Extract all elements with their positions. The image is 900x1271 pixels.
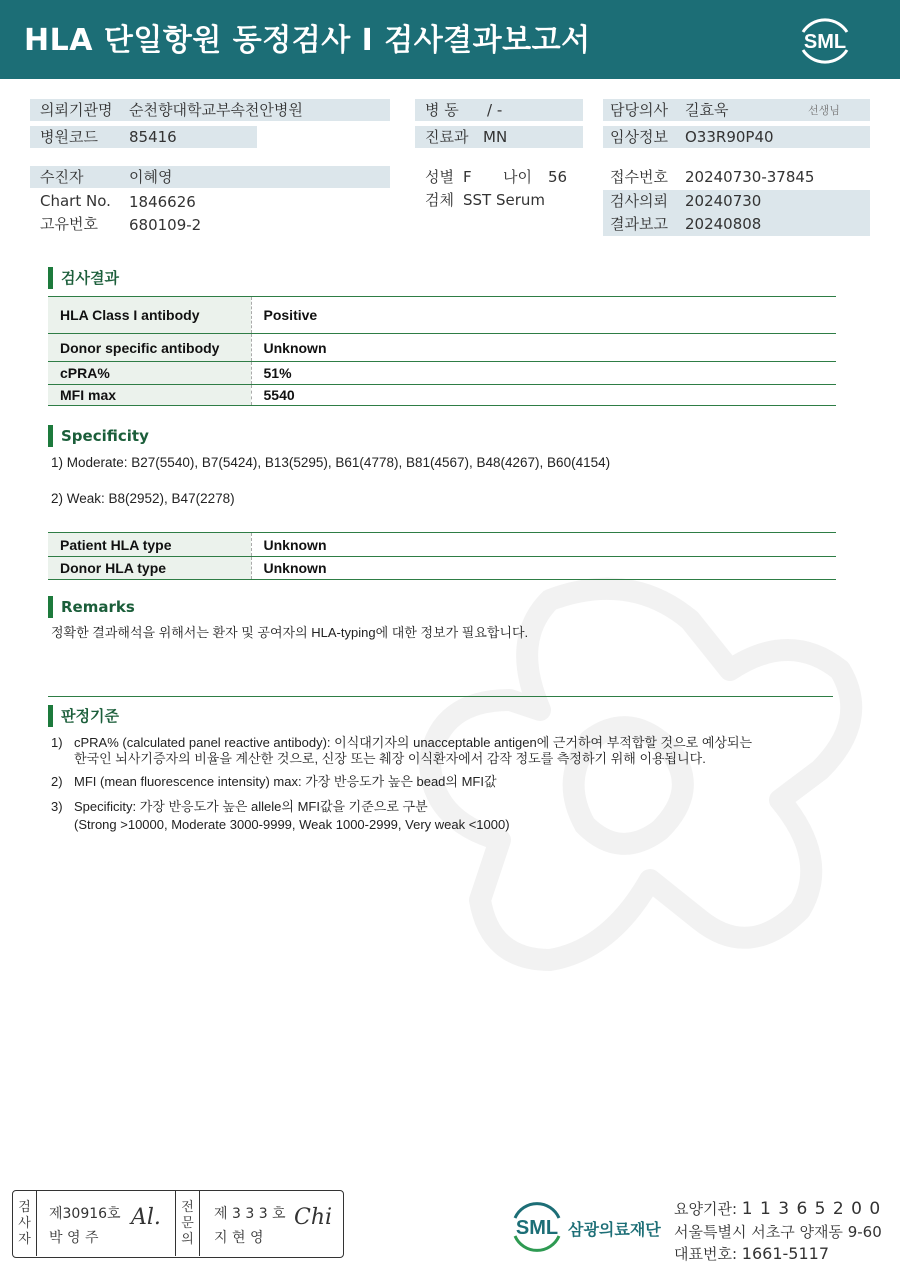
hla-type-table	[48, 532, 836, 580]
phone-info	[674, 1243, 829, 1264]
report-header	[0, 0, 900, 79]
result-key: cPRA%	[48, 362, 251, 385]
results-section-title: 검사결과	[48, 267, 119, 289]
logo-text: SML	[803, 31, 847, 53]
age-value: 56	[548, 168, 568, 186]
patient-value: 이혜영	[129, 168, 173, 186]
tester-label-char: 자	[18, 1232, 31, 1247]
ward-value: / -	[487, 101, 503, 119]
tester-label-char: 사	[18, 1216, 31, 1231]
table-row	[48, 297, 836, 334]
doctor-suffix: 선생님	[808, 104, 840, 117]
criteria-num: 1)	[51, 735, 63, 750]
remarks-section-title: Remarks	[48, 596, 135, 618]
criteria-num: 3)	[51, 799, 63, 814]
request-report-field	[603, 190, 870, 236]
table-row	[48, 557, 836, 580]
criteria-line: Specificity: 가장 반응도가 높은 allele의 MFI값을 기준으로 구분	[74, 799, 428, 814]
result-key: MFI max	[48, 385, 251, 406]
result-value: Unknown	[251, 334, 836, 362]
patient-label: 수진자	[40, 168, 84, 186]
doctor-value: 길효욱	[685, 101, 729, 119]
result-value: Positive	[251, 297, 836, 334]
table-row	[48, 362, 836, 385]
specialist-label-char: 전	[181, 1200, 194, 1215]
specialist-label-char: 문	[181, 1216, 194, 1231]
specificity-moderate: 1) Moderate: B27(5540), B7(5424), B13(5295), B61(4778), B81(4567), B48(4267), B60(4154)	[51, 455, 611, 470]
sex-value: F	[463, 168, 472, 186]
care-info	[674, 1198, 881, 1219]
footer-logo-text: SML	[515, 1217, 559, 1239]
hla-type-key: Donor HLA type	[48, 557, 251, 580]
institution-value: 순천향대학교부속천안병원	[129, 101, 303, 119]
clinical-label: 임상정보	[610, 128, 668, 146]
tester-signature: Al.	[131, 1205, 161, 1230]
result-key: Donor specific antibody	[48, 334, 251, 362]
department-label: 진료과	[425, 128, 469, 146]
tester-number: 제30916호	[49, 1206, 121, 1222]
specialist-label	[176, 1191, 200, 1256]
department-field	[415, 126, 583, 148]
criteria-line: 한국인 뇌사기증자의 비율을 계산한 것으로, 신장 또는 췌장 이식환자에서 감작 정도를 측정하기 위해 이용됩니다.	[74, 751, 706, 766]
doctor-field	[603, 99, 870, 121]
table-row	[48, 533, 836, 557]
hospital-code-field	[30, 126, 257, 148]
results-table	[48, 296, 836, 406]
tester-label	[13, 1191, 37, 1256]
care-label: 요양기관:	[674, 1200, 738, 1218]
result-value: 5540	[251, 385, 836, 406]
hla-type-value: Unknown	[251, 557, 836, 580]
report-label: 결과보고	[610, 215, 668, 233]
chart-label: Chart No.	[40, 192, 111, 210]
signature-box	[12, 1190, 344, 1258]
tester-name: 박 영 주	[49, 1230, 99, 1246]
care-value: 1 1 3 6 5 2 0 0	[741, 1199, 882, 1219]
report-value: 20240808	[685, 215, 762, 233]
unique-label: 고유번호	[40, 215, 98, 233]
specificity-weak: 2) Weak: B8(2952), B47(2278)	[51, 491, 235, 506]
specimen-value: SST Serum	[463, 191, 546, 209]
doctor-label: 담당의사	[610, 101, 668, 119]
criteria-line: cPRA% (calculated panel reactive antibody): 이식대기자의 unacceptable antigen에 근거하여 부적합할 것으로 예상되는	[74, 735, 753, 750]
hospital-code-value: 85416	[129, 128, 177, 146]
footer-address: 서울특별시 서초구 양재동 9-60	[674, 1223, 882, 1241]
sml-footer-logo-icon	[509, 1198, 565, 1254]
table-row	[48, 334, 836, 362]
hospital-code-label: 병원코드	[40, 128, 98, 146]
institution-field	[30, 99, 390, 121]
request-label: 검사의뢰	[610, 192, 668, 210]
table-row	[48, 385, 836, 406]
sex-label: 성별	[425, 168, 454, 186]
specimen-label: 검체	[425, 191, 454, 209]
phone-label: 대표번호:	[674, 1245, 738, 1263]
ward-field	[415, 99, 583, 121]
patient-field	[30, 166, 390, 188]
result-key: HLA Class I antibody	[48, 297, 251, 334]
specialist-name: 지 현 영	[214, 1230, 264, 1246]
clinical-value: O33R90P40	[685, 128, 774, 146]
receipt-label: 접수번호	[610, 168, 668, 186]
criteria-line: (Strong >10000, Moderate 3000-9999, Weak 1000-2999, Very weak <1000)	[74, 817, 510, 832]
institution-label: 의뢰기관명	[40, 101, 113, 119]
criteria-num: 2)	[51, 774, 63, 789]
hla-type-value: Unknown	[251, 533, 836, 557]
hla-type-key: Patient HLA type	[48, 533, 251, 557]
criteria-section-title: 판정기준	[48, 705, 119, 727]
clinical-field	[603, 126, 870, 148]
remarks-text: 정확한 결과해석을 위해서는 환자 및 공여자의 HLA-typing에 대한 정보가 필요합니다.	[51, 625, 529, 640]
request-value: 20240730	[685, 192, 762, 210]
receipt-value: 20240730-37845	[685, 168, 815, 186]
footer-org-name: 삼광의료재단	[568, 1220, 661, 1239]
age-label: 나이	[503, 168, 532, 186]
specialist-number: 제 3 3 3 호	[214, 1206, 286, 1222]
divider	[48, 696, 833, 697]
sml-logo-icon	[795, 12, 855, 68]
phone-value: 1661-5117	[741, 1244, 830, 1263]
result-value: 51%	[251, 362, 836, 385]
specialist-signature: Chi	[294, 1205, 333, 1230]
report-title: HLA 단일항원 동정검사 I 검사결과보고서	[24, 23, 591, 58]
specialist-label-char: 의	[181, 1232, 194, 1247]
chart-value: 1846626	[129, 193, 196, 211]
department-value: MN	[483, 128, 508, 146]
specificity-section-title: Specificity	[48, 425, 149, 447]
ward-label: 병 동	[425, 101, 459, 119]
criteria-line: MFI (mean fluorescence intensity) max: 가장 반응도가 높은 bead의 MFI값	[74, 774, 497, 789]
unique-value: 680109-2	[129, 216, 202, 234]
tester-label-char: 검	[18, 1200, 31, 1215]
